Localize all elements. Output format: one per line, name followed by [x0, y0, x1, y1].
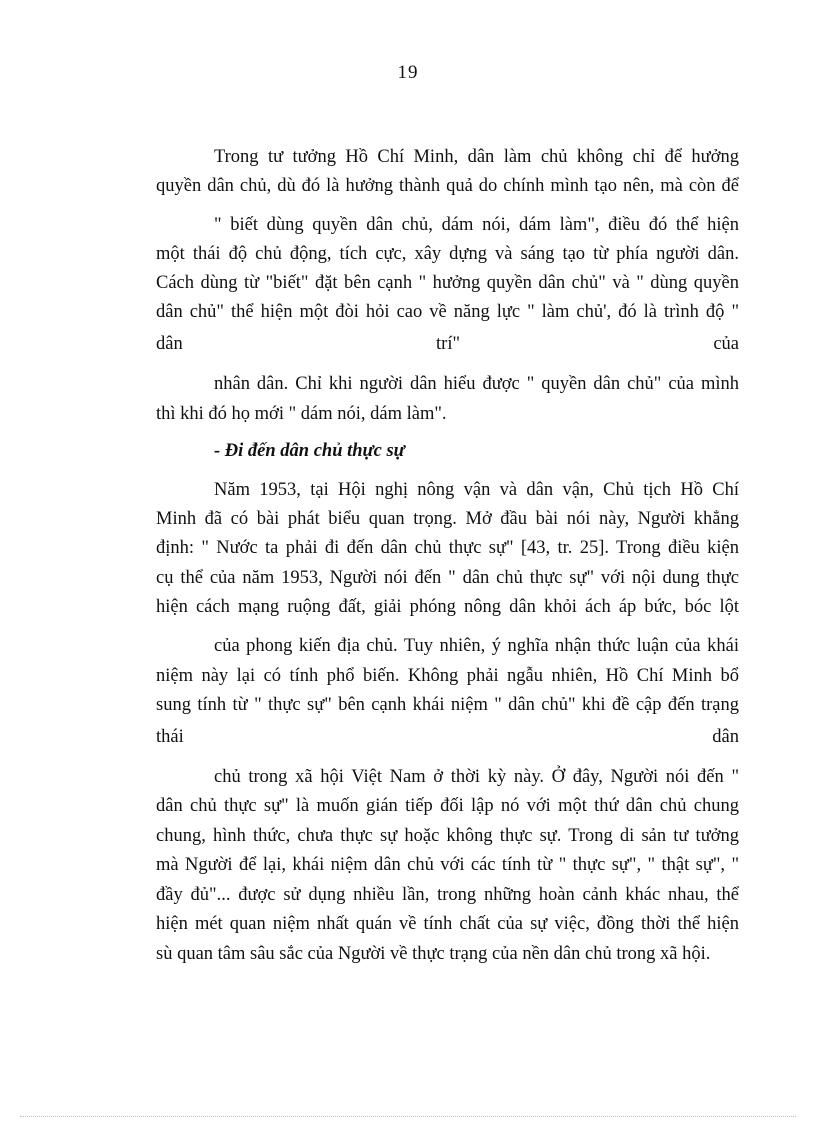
text-line: mà Người để lại, khái niệm dân chủ với các tính từ " thực sự", " thật sự", "	[156, 855, 739, 875]
text-line: dân chủ thực sự" là muốn gián tiếp đối lập nó với một thứ dân chủ chung	[156, 796, 739, 816]
page-number: 19	[397, 62, 419, 83]
text-line: Cách dùng từ "biết" đặt bên cạnh " hưởng quyền dân chủ" và " dùng quyền	[156, 273, 739, 293]
text-line: Năm 1953, tại Hội nghị nông vận và dân vận, Chủ tịch Hồ Chí	[214, 480, 739, 500]
text-line: hiện mét quan niệm nhất quán về tính chất của sự việc, đồng thời thể hiện	[156, 914, 739, 934]
footer-dotted-rule	[20, 1116, 796, 1117]
text-line: dân trí" của	[156, 334, 739, 354]
text-line: thì khi đó họ mới " dám nói, dám làm".	[156, 404, 447, 424]
text-line: một thái độ chủ động, tích cực, xây dựng và sáng tạo từ phía người dân.	[156, 244, 739, 264]
text-line: cụ thể của năm 1953, Người nói đến " dân chủ thực sự" với nội dung thực	[156, 568, 739, 588]
text-line: chủ trong xã hội Việt Nam ở thời kỳ này. Ở đây, Người nói đến "	[214, 767, 739, 787]
text-line: định: " Nước ta phải đi đến dân chủ thực sự" [43, tr. 25]. Trong điều kiện	[156, 538, 739, 558]
text-line: hiện cách mạng ruộng đất, giải phóng nông dân khỏi ách áp bức, bóc lột	[156, 597, 739, 617]
section-heading: - Đi đến dân chủ thực sự	[214, 441, 405, 461]
text-line: Trong tư tưởng Hồ Chí Minh, dân làm chủ không chỉ để hưởng	[214, 147, 739, 167]
text-line: dân chủ" thể hiện một đòi hỏi cao về năng lực " làm chủ', đó là trình độ "	[156, 302, 739, 322]
text-line: sung tính từ " thực sự" bên cạnh khái niệm " dân chủ" khi đề cập đến trạng	[156, 695, 739, 715]
text-line: thái dân	[156, 727, 739, 747]
text-line: niệm này lại có tính phổ biến. Không phải ngẫu nhiên, Hồ Chí Minh bổ	[156, 666, 739, 686]
text-line: đầy đủ"... được sử dụng nhiều lần, trong những hoàn cảnh khác nhau, thể	[156, 885, 739, 905]
text-line: Minh đã có bài phát biểu quan trọng. Mở đầu bài nói này, Người khẳng	[156, 509, 739, 529]
text-line: nhân dân. Chỉ khi người dân hiểu được " quyền dân chủ" của mình	[214, 374, 739, 394]
text-line: quyền dân chủ, dù đó là hưởng thành quả do chính mình tạo nên, mà còn để	[156, 176, 739, 196]
text-line: sù quan tâm sâu sắc của Người về thực trạng của nền dân chủ trong xã hội.	[156, 944, 711, 964]
text-line: chung, hình thức, chưa thực sự hoặc không thực sự. Trong di sản tư tưởng	[156, 826, 739, 846]
text-line: của phong kiến địa chủ. Tuy nhiên, ý nghĩa nhận thức luận của khái	[214, 636, 739, 656]
text-line: " biết dùng quyền dân chủ, dám nói, dám làm", điều đó thể hiện	[214, 215, 739, 235]
